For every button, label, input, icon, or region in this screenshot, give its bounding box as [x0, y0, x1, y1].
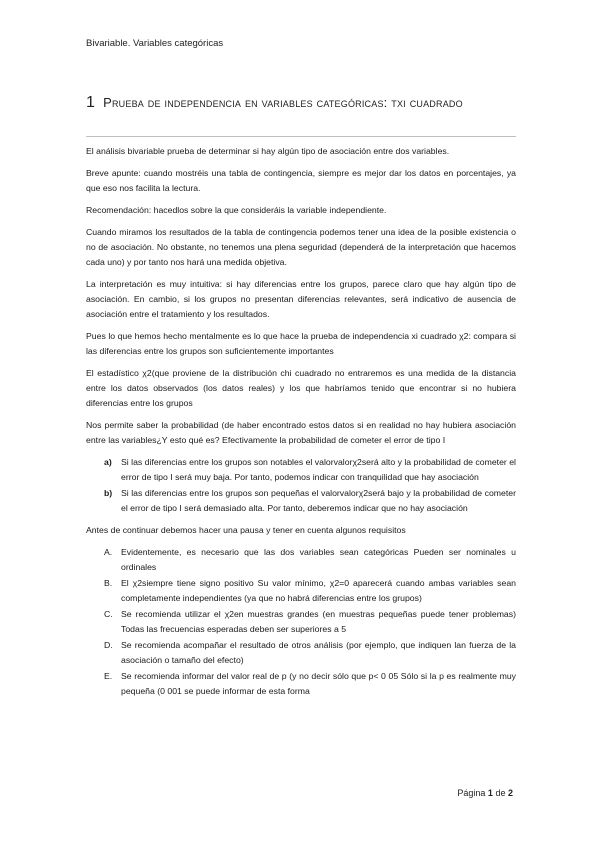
list-marker: a): [104, 457, 112, 467]
requisitos-list: [86, 545, 516, 699]
body-text: [86, 144, 516, 706]
list-marker: E.: [104, 671, 113, 681]
paragraph: Nos permite saber la probabilidad (de haber encontrado estos datos si en realidad no hay hubiera asociación entre las variables¿Y esto qué es? Efectivamente la probabilidad de cometer el error de tipo I: [86, 420, 516, 445]
list-item: [86, 638, 516, 668]
paragraph: El análisis bivariable prueba de determinar si hay algún tipo de asociación entre dos variables.: [86, 146, 450, 156]
list-item-text: Si las diferencias entre los grupos son notables el valorvalorχ2será alto y la probabilidad de cometer el error de tipo I será muy baja. Por tanto, podemos indicar con tranquilidad que hay asociación: [121, 457, 516, 482]
page-footer: [457, 788, 513, 798]
list-item-text: Se recomienda utilizar el χ2en muestras grandes (en muestras pequeñas puede tener problemas) Todas las frecuencias esperadas deben ser superiores a 5: [121, 609, 516, 634]
list-item: [86, 669, 516, 699]
paragraph: Recomendación: hacedlos sobre la que consideráis la variable independiente.: [86, 205, 387, 215]
list-item-text: Se recomienda informar del valor real de p (y no decir sólo que p< 0 05 Sólo si la p es realmente muy pequeña (0 001 se puede informar de esta forma: [121, 671, 516, 696]
outcome-list: [86, 455, 516, 516]
list-item: [86, 486, 516, 516]
list-item: [86, 545, 516, 575]
list-marker: b): [104, 488, 113, 498]
paragraph: La interpretación es muy intuitiva: si hay diferencias entre los grupos, parece claro que hay algún tipo de asociación. En cambio, si los grupos no presentan diferencias relevantes, será indicativo de ausencia de asociación entre el tratamiento y los resultados.: [86, 279, 516, 319]
list-item: [86, 607, 516, 637]
requisitos-intro: Antes de continuar debemos hacer una pausa y tener en cuenta algunos requisitos: [86, 525, 406, 535]
paragraph: Cuando miramos los resultados de la tabla de contingencia podemos tener una idea de la posible existencia o no de asociación. No obstante, no tenemos una plena seguridad (dependerá de la interpretación que hacemos cada uno) y por tanto nos hará una medida objetiva.: [86, 227, 516, 267]
section-number: 1: [86, 94, 96, 111]
list-marker: C.: [104, 609, 113, 619]
running-header: Bivariable. Variables categóricas: [86, 38, 224, 49]
list-marker: B.: [104, 578, 113, 588]
page-of: de: [495, 788, 506, 798]
paragraph: Pues lo que hemos hecho mentalmente es lo que hace la prueba de independencia xi cuadrado χ2: compara si las diferencias entre los grupos son suficientemente importantes: [86, 331, 516, 356]
paragraph: Breve apunte: cuando mostréis una tabla de contingencia, siempre es mejor dar los datos en porcentajes, ya que eso nos facilita la lectura.: [86, 168, 516, 193]
heading-rule: [86, 136, 516, 137]
page-current: 1: [487, 788, 493, 798]
page-total: 2: [507, 788, 513, 798]
list-item-text: Se recomienda acompañar el resultado de otros análisis (por ejemplo, que indiquen lan fuerza de la asociación o tamaño del efecto): [121, 640, 516, 665]
list-item: [86, 576, 516, 606]
list-item-text: Si las diferencias entre los grupos son pequeñas el valorvalorχ2será bajo y la probabilidad de cometer el error de tipo I será demasiado alta. Por tanto, deberemos indicar que no hay asociación: [121, 488, 516, 513]
page-label: Página: [457, 788, 486, 798]
section-heading: [86, 89, 516, 117]
paragraph: El estadístico χ2(que proviene de la distribución chi cuadrado no entraremos es una medida de la distancia entre los datos observados (los datos reales) y los que habríamos tenido que encontrar si no hubiera diferencias entre los grupos: [86, 368, 516, 408]
list-marker: A.: [104, 547, 113, 557]
list-item-text: Evidentemente, es necesario que las dos variables sean categóricas Pueden ser nominales u ordinales: [121, 547, 516, 572]
list-marker: D.: [104, 640, 113, 650]
section-title: Prueba de independencia en variables categóricas: txi cuadrado: [103, 95, 463, 110]
list-item-text: El χ2siempre tiene signo positivo Su valor mínimo, χ2=0 aparecerá cuando ambas variables sean completamente independientes (ya que no habrá diferencias entre los grupos): [121, 578, 516, 603]
list-item: [86, 455, 516, 485]
